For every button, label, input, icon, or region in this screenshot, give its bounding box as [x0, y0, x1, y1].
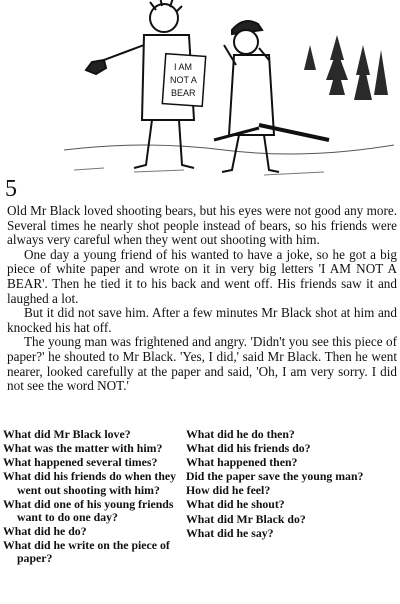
question-item: How did he feel? — [186, 483, 271, 498]
mr-black-figure — [214, 21, 329, 172]
questions-left-column — [3, 428, 183, 567]
question-item: What did he shout? — [186, 497, 285, 512]
question-item: What did he write on the piece of paper? — [3, 538, 170, 566]
question-item: What did his friends do? — [186, 441, 311, 456]
questions-right-column — [186, 428, 396, 541]
story-paragraph-2: One day a young friend of his wanted to have a joke, so he got a big piece of white paper and wrote on it in very big letters 'I AM NOT A BEAR'. Then he tied it to his back and went off. His friends saw it and laughed a lot. — [7, 246, 397, 306]
question-item: What was the matter with him? — [3, 441, 163, 456]
sign-board — [162, 54, 205, 107]
sign-line-1: I AM — [174, 62, 193, 72]
question-item: What did his friends do when they went out shooting with him? — [3, 469, 177, 497]
tree-icon — [304, 35, 388, 100]
story-illustration — [64, 0, 394, 190]
story-paragraph-1: Old Mr Black loved shooting bears, but his eyes were not good any more. Several times he nearly shot people instead of bears, so his friends were always very careful when they went out shooting with him. — [7, 203, 397, 248]
story-text — [7, 204, 397, 394]
story-paragraph-4: The young man was frightened and angry. 'Didn't you see this piece of paper?' he shouted to Mr Black. 'Yes, I did,' said Mr Black. Then he went nearer, looked carefully at the paper and said, 'Oh, I am very sorry. I did not see the word NOT.' — [7, 334, 397, 394]
sign-line-2: NOT A — [170, 75, 197, 85]
question-item: What happened several times? — [3, 455, 158, 470]
question-item: Did the paper save the young man? — [186, 469, 364, 484]
question-item: What did Mr Black love? — [3, 427, 131, 441]
story-paragraph-3: But it did not save him. After a few minutes Mr Black shot at him and knocked his hat off. — [7, 305, 397, 335]
sign-line-3: BEAR — [171, 88, 196, 98]
question-item: What did he do then? — [186, 427, 295, 441]
question-item: What did Mr Black do? — [186, 511, 306, 526]
section-number: 5 — [5, 176, 17, 202]
question-item: What did he say? — [186, 525, 274, 540]
question-item: What did one of his young friends want to do one day? — [3, 496, 174, 524]
question-item: What did he do? — [3, 524, 87, 539]
question-item: What happened then? — [186, 455, 298, 470]
